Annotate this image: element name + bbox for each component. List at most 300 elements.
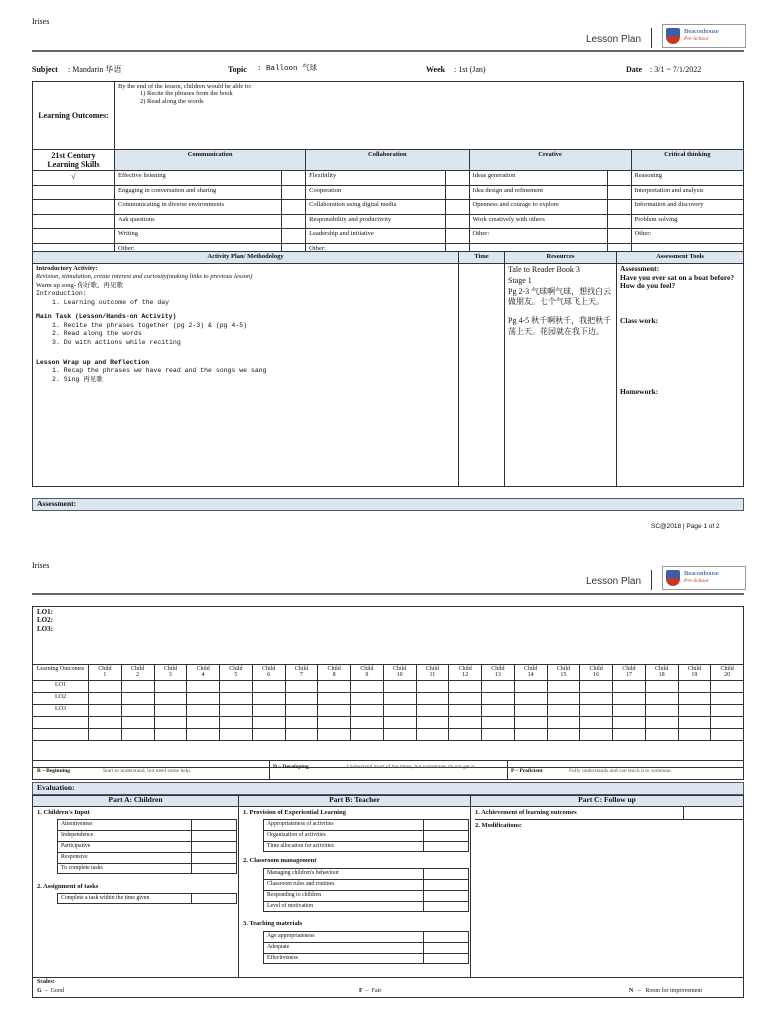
- activity-line: 1. Recap the phrases we have read and the songs we sang: [52, 367, 267, 375]
- child-label: Child: [654, 666, 669, 672]
- part-a: [33, 807, 239, 977]
- grid-cell[interactable]: [711, 716, 744, 728]
- legend-key: D – Developing: [273, 764, 309, 770]
- grid-cell[interactable]: [351, 692, 384, 704]
- grid-cell[interactable]: [613, 680, 646, 692]
- grid-cell[interactable]: [220, 704, 253, 716]
- grid-cell[interactable]: [449, 728, 482, 740]
- grid-cell[interactable]: [383, 704, 416, 716]
- resource-line: Stage 1: [508, 275, 532, 285]
- grid-cell[interactable]: [121, 704, 154, 716]
- grid-cell[interactable]: [482, 728, 515, 740]
- header-rule: [32, 50, 744, 52]
- legend-desc: Start to understand, but need some help.: [103, 768, 192, 774]
- rating-cell[interactable]: [192, 831, 236, 841]
- child-label: Child: [491, 666, 505, 672]
- child-column-header: [121, 665, 154, 681]
- child-label: Child: [360, 666, 374, 672]
- child-number: 2: [136, 672, 140, 679]
- child-column-header: [547, 665, 580, 681]
- child-column-header: [580, 665, 613, 681]
- grid-cell[interactable]: [252, 680, 285, 692]
- grid-cell[interactable]: [482, 680, 515, 692]
- activity-line: 3. Do with actions while reciting: [52, 338, 181, 346]
- grid-cell[interactable]: [416, 728, 449, 740]
- evaluation-item: [263, 868, 469, 879]
- activity-line: 2. Read along the words: [52, 330, 142, 338]
- skill-checkbox[interactable]: [607, 185, 631, 200]
- grid-cell[interactable]: [187, 704, 220, 716]
- child-number: 11: [429, 672, 436, 679]
- child-label: Child: [622, 666, 636, 672]
- skill-checkbox[interactable]: [607, 214, 631, 229]
- grid-cell[interactable]: [711, 680, 744, 692]
- grid-cell[interactable]: [416, 704, 449, 716]
- grid-cell[interactable]: [678, 692, 711, 704]
- grid-cell[interactable]: [187, 692, 220, 704]
- lo-intro: By the end of the lesson, children would be able to:: [118, 83, 252, 90]
- subject-value: : Mandarin 华语: [68, 65, 122, 74]
- child-label: Child: [294, 666, 309, 672]
- grid-cell[interactable]: [613, 728, 646, 740]
- evaluation-item-label: Responsive: [58, 853, 192, 863]
- evaluation-item-label: Organization of activities: [264, 831, 424, 841]
- child-number: 18: [658, 672, 665, 679]
- activity-content: [33, 264, 459, 487]
- time-header: Time: [459, 252, 505, 264]
- logo-sub: Pre-School: [684, 578, 709, 584]
- grid-cell[interactable]: [645, 692, 678, 704]
- evaluation-item-label: Adequate: [264, 943, 424, 953]
- date-value: : 3/1 ~ 7/1/2022: [650, 65, 702, 74]
- class-label: Irises: [32, 561, 50, 570]
- part-a-header: Part A: Children: [33, 796, 239, 807]
- lo-entry: LO2:: [37, 616, 53, 625]
- child-number: 20: [724, 672, 731, 679]
- child-label: Child: [687, 666, 702, 672]
- grid-cell[interactable]: [580, 704, 613, 716]
- grid-cell[interactable]: [89, 680, 122, 692]
- grid-cell[interactable]: [482, 704, 515, 716]
- rating-cell[interactable]: [192, 864, 236, 873]
- activity-line: Warm up song- 你好歌、再见歌: [36, 281, 124, 289]
- shield-icon: [666, 28, 680, 44]
- grid-cell[interactable]: [154, 692, 187, 704]
- child-column-header: [678, 665, 711, 681]
- grid-cell[interactable]: [547, 704, 580, 716]
- child-label: Child: [261, 666, 276, 672]
- skill-checkbox[interactable]: [445, 185, 469, 200]
- child-column-header: [187, 665, 220, 681]
- c-item: 1. Achievement of learning outcomes: [475, 809, 743, 820]
- grid-cell[interactable]: [187, 716, 220, 728]
- grid-cell[interactable]: [678, 728, 711, 740]
- grid-cell[interactable]: [383, 692, 416, 704]
- evaluation-item-label: To complete tasks: [58, 864, 192, 873]
- rating-cell[interactable]: [192, 853, 236, 863]
- grid-cell[interactable]: [220, 692, 253, 704]
- activity-line: 1. Recite the phrases together (pg 2-3) & (pg 4-5): [52, 321, 248, 329]
- grid-cell[interactable]: [547, 728, 580, 740]
- skill-item: Openness and courage to explore: [469, 200, 607, 215]
- resources-header: Resources: [505, 252, 617, 264]
- child-number: 5: [234, 672, 238, 679]
- evaluation-item: [57, 841, 237, 852]
- grid-cell[interactable]: [482, 716, 515, 728]
- subject-label: Subject: [32, 65, 58, 74]
- rating-cell[interactable]: [192, 842, 236, 852]
- grid-cell[interactable]: [383, 716, 416, 728]
- grid-cell[interactable]: [580, 728, 613, 740]
- b-list: [263, 931, 469, 964]
- activity-line: Introductory Activity:: [36, 265, 98, 272]
- child-column-header: [383, 665, 416, 681]
- grid-cell[interactable]: [547, 716, 580, 728]
- date-label: Date: [626, 65, 642, 74]
- child-column-header: [645, 665, 678, 681]
- rating-cell[interactable]: [424, 902, 468, 911]
- grid-cell[interactable]: [187, 728, 220, 740]
- grid-cell[interactable]: [154, 680, 187, 692]
- activity-line: Lesson Wrap up and Reflection: [36, 358, 150, 366]
- school-logo: [662, 566, 746, 590]
- child-number: 3: [168, 672, 172, 679]
- grid-cell[interactable]: [318, 716, 351, 728]
- child-number: 6: [267, 672, 271, 679]
- grid-cell[interactable]: [351, 716, 384, 728]
- grid-cell[interactable]: [252, 716, 285, 728]
- grid-cell[interactable]: [613, 692, 646, 704]
- grid-cell[interactable]: [89, 704, 122, 716]
- grid-cell[interactable]: [318, 692, 351, 704]
- resources-content: [505, 264, 617, 487]
- lo-list: [37, 608, 53, 633]
- legend-row: [32, 760, 744, 780]
- grid-cell[interactable]: [416, 680, 449, 692]
- legend-desc: Understand most of the times, but sometimes do not get it.: [347, 764, 476, 770]
- child-label: Child: [458, 666, 472, 672]
- grid-cell[interactable]: [285, 728, 318, 740]
- grid-cell[interactable]: [613, 704, 646, 716]
- assessment-tools-header: Assessment Tools: [617, 252, 744, 264]
- page-2: [0, 540, 768, 1024]
- grid-row-label: [33, 728, 89, 740]
- evaluation-item-label: Level of motivation: [264, 902, 424, 911]
- scale-key: G: [37, 988, 42, 994]
- evaluation-item: [263, 901, 469, 912]
- a-section-title: 1. Children's Input: [37, 809, 90, 816]
- lo-item: 1) Recite the phrases from the book: [140, 90, 233, 98]
- child-number: 17: [625, 672, 632, 679]
- part-c-header: Part C: Follow up: [471, 796, 743, 807]
- grid-cell[interactable]: [449, 680, 482, 692]
- school-logo: [662, 24, 746, 48]
- child-label: Child: [556, 666, 571, 672]
- part-b-header: Part B: Teacher: [239, 796, 471, 807]
- header-divider: [651, 28, 652, 48]
- child-column-header: [220, 665, 253, 681]
- skill-checkbox[interactable]: [445, 171, 469, 186]
- child-column-header: [89, 665, 122, 681]
- skill-checkbox[interactable]: [282, 200, 306, 215]
- rating-cell[interactable]: [424, 831, 468, 841]
- grid-cell[interactable]: [89, 692, 122, 704]
- child-column-header: [613, 665, 646, 681]
- page-footer: SC@2018 | Page 1 of 2: [651, 523, 720, 530]
- grid-cell[interactable]: [514, 728, 547, 740]
- logo-sub: Pre-School: [684, 36, 709, 42]
- grid-cell[interactable]: [580, 692, 613, 704]
- grid-cell[interactable]: [580, 680, 613, 692]
- grid-cell[interactable]: [645, 680, 678, 692]
- grid-cell[interactable]: [383, 728, 416, 740]
- lesson-plan-title: Lesson Plan: [586, 34, 642, 45]
- grid-cell[interactable]: [285, 716, 318, 728]
- evaluation-item-label: Complete a task within the time given: [58, 894, 192, 903]
- scale-value: Fair: [371, 988, 382, 994]
- b-section-title: 2. Classroom management: [243, 857, 317, 864]
- skill-item: Other:: [631, 229, 743, 244]
- grid-cell[interactable]: [187, 680, 220, 692]
- grid-cell[interactable]: [678, 680, 711, 692]
- grid-row-label: [33, 716, 89, 728]
- evaluation-item: [57, 893, 237, 904]
- shield-icon: [666, 570, 680, 586]
- resource-line: Pg 4-5 秋千啊秋千，我把秋千荡上天。花园就在我下边。: [508, 316, 612, 336]
- grid-cell[interactable]: [121, 692, 154, 704]
- grid-cell[interactable]: [121, 728, 154, 740]
- legend-desc: Fully understands and can teach it to someone.: [569, 768, 672, 774]
- grid-cell[interactable]: [711, 692, 744, 704]
- a-section-title: 2. Assignment of tasks: [37, 883, 99, 890]
- skill-checkbox[interactable]: [607, 171, 631, 186]
- activity-line: Main Task (Lesson/Hands-on Activity): [36, 313, 177, 321]
- skill-checkbox[interactable]: [33, 229, 115, 244]
- grid-cell[interactable]: [154, 704, 187, 716]
- scale-key: N: [629, 988, 634, 994]
- skill-checkbox[interactable]: [607, 200, 631, 215]
- resource-line: Tale to Reader Book 3: [508, 265, 580, 274]
- grid-cell[interactable]: [580, 716, 613, 728]
- learning-outcomes-label: Learning Outcomes:: [33, 82, 115, 150]
- grid-cell[interactable]: [220, 728, 253, 740]
- skill-checkbox[interactable]: [445, 200, 469, 215]
- skills-row: [33, 214, 744, 229]
- evaluation-item: [57, 852, 237, 863]
- grid-cell[interactable]: [220, 680, 253, 692]
- grid-cell[interactable]: [547, 680, 580, 692]
- assessment-question-label: Assessment:: [620, 264, 660, 273]
- logo-name: Beaconhouse: [684, 570, 719, 578]
- grid-cell[interactable]: [383, 680, 416, 692]
- evaluation-item-label: Classroom rules and routines: [264, 880, 424, 890]
- evaluation-item: [263, 931, 469, 942]
- grid-cell[interactable]: [89, 716, 122, 728]
- grid-cell[interactable]: [711, 728, 744, 740]
- skill-checkbox[interactable]: [33, 185, 115, 200]
- lo-entry: LO3:: [37, 624, 53, 633]
- activity-header: Activity Plan/ Methodology: [33, 252, 459, 264]
- skill-checkbox[interactable]: [607, 229, 631, 244]
- rating-cell[interactable]: [424, 891, 468, 901]
- child-column-header: [449, 665, 482, 681]
- skill-item: Ask questions: [115, 214, 282, 229]
- child-number: 10: [396, 672, 403, 679]
- grid-cell[interactable]: [318, 680, 351, 692]
- child-column-header: [252, 665, 285, 681]
- evaluation-item-label: Independence: [58, 831, 192, 841]
- child-label: Child: [425, 666, 440, 672]
- grid-cell[interactable]: [351, 704, 384, 716]
- grid-cell[interactable]: [220, 716, 253, 728]
- skills-header: Collaboration: [306, 150, 469, 171]
- grid-cell[interactable]: [547, 692, 580, 704]
- grid-cell[interactable]: [252, 704, 285, 716]
- grid-cell[interactable]: [711, 704, 744, 716]
- grid-row-label: LO2: [33, 692, 89, 704]
- topic-label: Topic: [228, 65, 247, 74]
- skill-checkbox[interactable]: √: [33, 171, 115, 186]
- grid-cell[interactable]: [613, 716, 646, 728]
- skill-item: Engaging in conversation and sharing: [115, 185, 282, 200]
- grid-cell[interactable]: [449, 692, 482, 704]
- grid-cell[interactable]: [351, 728, 384, 740]
- skill-item: Cooperation: [306, 185, 445, 200]
- grid-cell[interactable]: [645, 704, 678, 716]
- child-column-header: [482, 665, 515, 681]
- grid-header: Learning Outcomes: [33, 665, 89, 681]
- skill-checkbox[interactable]: [33, 200, 115, 215]
- skill-checkbox[interactable]: [445, 214, 469, 229]
- b-list: [263, 868, 469, 912]
- skill-item: Other:: [306, 243, 445, 258]
- scales-label: Scales:: [37, 979, 55, 985]
- evaluation-item: [263, 942, 469, 953]
- evaluation-area: [32, 795, 744, 978]
- skills-label: 21st Century Learning Skills: [33, 150, 115, 171]
- grid-cell[interactable]: [514, 704, 547, 716]
- rating-cell[interactable]: [424, 869, 468, 879]
- child-column-header: [416, 665, 449, 681]
- grid-cell[interactable]: [678, 716, 711, 728]
- skills-row: [33, 171, 744, 186]
- grid-cell[interactable]: [121, 716, 154, 728]
- grid-row-label: LO3: [33, 704, 89, 716]
- grid-cell[interactable]: [285, 692, 318, 704]
- skill-checkbox[interactable]: [282, 171, 306, 186]
- child-label: Child: [523, 666, 538, 672]
- grid-cell[interactable]: [514, 692, 547, 704]
- child-number: 9: [365, 672, 369, 679]
- evaluation-item-label: Managing children's behaviour: [264, 869, 424, 879]
- child-column-header: [154, 665, 187, 681]
- a-list: [57, 819, 237, 874]
- child-label: Child: [98, 666, 112, 672]
- grid-cell[interactable]: [318, 728, 351, 740]
- grid-cell[interactable]: [449, 716, 482, 728]
- evaluation-item: [57, 819, 237, 830]
- child-column-header: [285, 665, 318, 681]
- grid-cell[interactable]: [121, 680, 154, 692]
- c-item: 2. Modifications:: [475, 822, 522, 829]
- evaluation-item: [263, 890, 469, 901]
- assessment-question: Have you ever sat on a boat before? How do you feel?: [620, 272, 735, 291]
- grid-cell[interactable]: [351, 680, 384, 692]
- skill-checkbox[interactable]: [282, 214, 306, 229]
- skill-checkbox[interactable]: [282, 185, 306, 200]
- skill-item: Information and discovery: [631, 200, 743, 215]
- grid-cell[interactable]: [482, 692, 515, 704]
- b-section-title: 3. Teaching materials: [243, 920, 303, 927]
- grid-cell[interactable]: [645, 716, 678, 728]
- grid-cell[interactable]: [154, 716, 187, 728]
- grid-cell[interactable]: [318, 704, 351, 716]
- skill-checkbox[interactable]: [282, 229, 306, 244]
- rating-cell[interactable]: [424, 943, 468, 953]
- child-column-header: [514, 665, 547, 681]
- grid-cell[interactable]: [252, 692, 285, 704]
- rating-cell[interactable]: [424, 820, 468, 830]
- rating-cell[interactable]: [192, 820, 236, 830]
- grid-cell[interactable]: [154, 728, 187, 740]
- rating-cell[interactable]: [424, 880, 468, 890]
- skill-item: Other:: [469, 229, 607, 244]
- header-rule: [32, 593, 744, 595]
- skill-item: Communicating in diverse environments: [115, 200, 282, 215]
- assessment-content: [617, 264, 744, 487]
- grid-cell[interactable]: [678, 704, 711, 716]
- scale-value: Room for improvement: [645, 988, 703, 994]
- skills-row: [33, 200, 744, 215]
- grid-cell[interactable]: [449, 704, 482, 716]
- skill-checkbox[interactable]: [445, 229, 469, 244]
- rating-cell[interactable]: [424, 954, 468, 963]
- skill-item: Other:: [115, 243, 282, 258]
- rating-cell[interactable]: [192, 894, 236, 903]
- grid-cell[interactable]: [514, 680, 547, 692]
- skill-item: Work creatively with others: [469, 214, 607, 229]
- grid-cell[interactable]: [285, 680, 318, 692]
- rating-cell[interactable]: [424, 842, 468, 851]
- evaluation-item: [57, 863, 237, 874]
- skill-checkbox[interactable]: [33, 214, 115, 229]
- skill-item: Writing: [115, 229, 282, 244]
- grid-cell[interactable]: [285, 704, 318, 716]
- b-section-title: 1. Provision of Experiential Learning: [243, 809, 346, 816]
- child-number: 16: [593, 672, 600, 679]
- grid-cell[interactable]: [416, 692, 449, 704]
- grid-cell[interactable]: [89, 728, 122, 740]
- grid-cell[interactable]: [252, 728, 285, 740]
- child-grid: [32, 664, 744, 741]
- evaluation-item-label: Effectiveness: [264, 954, 424, 963]
- child-column-header: [351, 665, 384, 681]
- child-number: 12: [462, 672, 469, 679]
- skill-item: Interpretation and analysis: [631, 185, 743, 200]
- child-label: Child: [196, 666, 210, 672]
- rating-cell[interactable]: [424, 932, 468, 942]
- activity-table: [32, 251, 744, 487]
- scales-row: Scales: G – Good F – Fair N – Room for improvement: [32, 978, 744, 998]
- child-label: Child: [720, 666, 734, 672]
- grid-cell[interactable]: [416, 716, 449, 728]
- grid-cell[interactable]: [514, 716, 547, 728]
- child-number: 8: [332, 672, 336, 679]
- evaluation-item: [263, 830, 469, 841]
- lesson-plan-title: Lesson Plan: [586, 576, 642, 587]
- grid-cell[interactable]: [645, 728, 678, 740]
- skill-item: Idea design and refinement: [469, 185, 607, 200]
